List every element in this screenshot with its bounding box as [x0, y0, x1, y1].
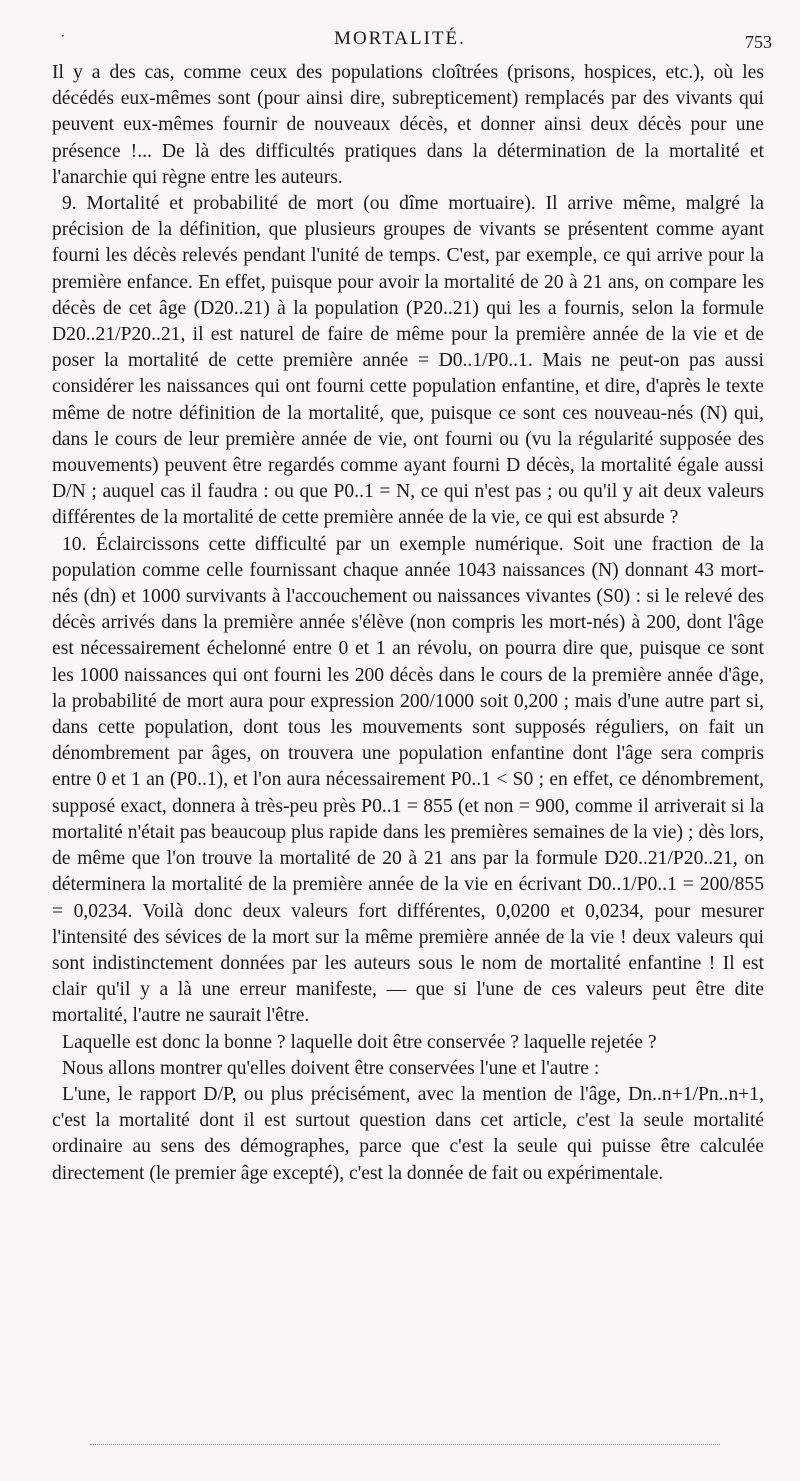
paragraph-intro: Il y a des cas, comme ceux des populations cloîtrées (prisons, hospices, etc.), où les décédés eux-mêmes sont (pour ainsi dire, subrepticement) remplacés par des vivants qui peuvent eux-mêmes fournir de nouveaux décès, et donner ainsi deux décès pour une présence !... De là des difficultés pratiques dans la détermination de la mortalité et l'anarchie qui règne entre les auteurs.: [52, 62, 764, 188]
page-number: 753: [745, 32, 772, 52]
paragraph-section-9: 9. Mortalité et probabilité de mort (ou dîme mortuaire). Il arrive même, malgré la précision de la définition, que plusieurs groupes de vivants se présentent comme ayant fourni les décès relevés pendant l'unité de temps. C'est, par exemple, ce qui arrive pour la première enfance. En effet, puisque pour avoir la mortalité de 20 à 21 ans, on compare les décès de cet âge (D20..21) à la population (P20..21) qui les a fournis, selon la formule D20..21/P20..21, il est naturel de faire de même pour la première année de la vie et de poser la mortalité de cette première année = D0..1/P0..1. Mais ne peut-on pas aussi considérer les naissances qui ont fourni cette population enfantine, et dire, d'après le texte même de notre définition de la mortalité, que, puisque ce sont ces nouveau-nés (N) qui, dans le cours de leur première année de vie, ont fourni ou (vu la régularité supposée des mouvements) peuvent être regardés comme ayant fourni D décès, la mortalité égale aussi D/N ; auquel cas il faudra : ou que P0..1 = N, ce qui n'est pas ; ou qu'il y ait deux valeurs différentes de la mortalité de cette première année de la vie, ce qui est absurde ?: [52, 193, 764, 529]
body-text: [52, 60, 764, 1187]
page-header: [0, 28, 800, 54]
header-mark: ·: [60, 28, 66, 45]
footer-rule: [90, 1444, 720, 1445]
paragraph-question: Laquelle est donc la bonne ? laquelle doit être conservée ? laquelle rejetée ?: [62, 1031, 657, 1053]
paragraph-conclusion: L'une, le rapport D/P, ou plus précisément, avec la mention de l'âge, Dn..n+1/Pn..n+1, c'est la mortalité dont il est surtout question dans cet article, c'est la seule mortalité ordinaire au sens des démographes, parce que c'est la seule qui puisse être calculée directement (le premier âge excepté), c'est la donnée de fait ou expérimentale.: [52, 1083, 764, 1184]
paragraph-section-10: 10. Éclaircissons cette difficulté par un exemple numérique. Soit une fraction de la population comme celle fournissant chaque année 1043 naissances (N) donnant 43 mort-nés (dn) et 1000 survivants à l'accouchement ou naissances vivantes (S0) : si le relevé des décès arrivés dans la première année s'élève (non compris les mort-nés) à 200, dont l'âge est nécessairement échelonné entre 0 et 1 an révolu, on pourra dire que, puisque ce sont les 1000 naissances qui ont fourni les 200 décès dans le cours de la première année d'âge, la probabilité de mort aura pour expression 200/1000 soit 0,200 ; mais d'une autre part si, dans cette population, dont tous les mouvements sont supposés réguliers, on fait un dénombrement par âges, on trouvera une population enfantine dont l'âge sera compris entre 0 et 1 an (P0..1), et l'on aura nécessairement P0..1 < S0 ; en effet, ce dénombrement, supposé exact, donnera à très-peu près P0..1 = 855 (et non = 900, comme il arriverait si la mortalité n'était pas beaucoup plus rapide dans les premières semaines de la vie) ; dès lors, de même que l'on trouve la mortalité de 20 à 21 ans par la formule D20..21/P20..21, on déterminera la mortalité de la première année de la vie en écrivant D0..1/P0..1 = 200/855 = 0,0234. Voilà donc deux valeurs fort différentes, 0,0200 et 0,0234, pour mesurer l'intensité des sévices de la mort sur la même première année de la vie ! deux valeurs qui sont indistinctement données par les auteurs sous le nom de mortalité enfantine ! Il est clair qu'il y a là une erreur manifeste, — que si l'une de ces valeurs peut être dite mortalité, l'autre ne saurait l'être.: [52, 533, 764, 1027]
paragraph-statement: Nous allons montrer qu'elles doivent être conservées l'une et l'autre :: [62, 1057, 600, 1079]
running-title: MORTALITÉ.: [334, 28, 466, 49]
